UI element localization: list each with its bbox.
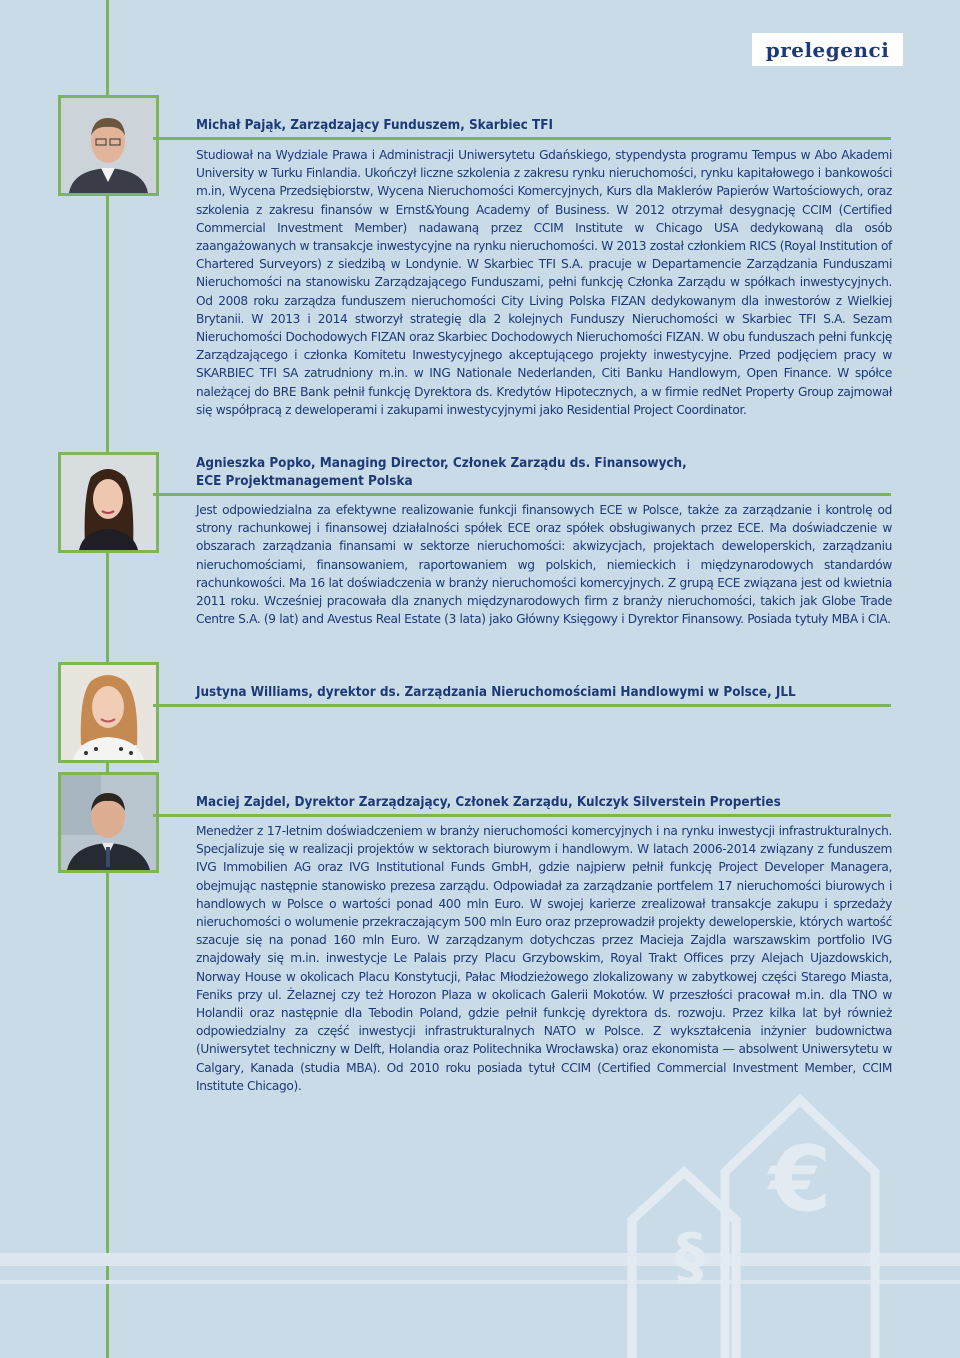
- speaker-name-pajak: Michał Pająk, Zarządzający Funduszem, Skarbiec TFI: [196, 118, 553, 133]
- speaker-name-williams: Justyna Williams, dyrektor ds. Zarządzania Nieruchomościami Handlowymi w Polsce, JLL: [196, 685, 796, 700]
- speaker-photo-popko: [58, 452, 159, 553]
- portrait-man-glasses-icon: [61, 98, 156, 193]
- speaker-bio-zajdel: Menedżer z 17-letnim doświadczeniem w branży nieruchomości komercyjnych i na rynku inwestycji infrastrukturalnych. Specjalizuje się w realizacji projektów w sektorach biurowym i handlowym. W latach 2006-2014 związany z funduszem IVG Immobilien AG oraz IVG Institutional Funds GmbH, gdzie najpierw pełnił funkcję Project Developer Managera, obejmując następnie stanowisko prezesa zarządu. Odpowiadał za zarządzanie portfelem 17 nieruchomości biurowych i handlowych w Polsce o wartości ponad 400 mln Euro. W swojej karierze zrealizował transakcje zakupu i sprzedaży nieruchomości o wolumenie przekraczającym 500 mln Euro oraz przeprowadził projekty deweloperskie, których wartość szacuje się na ponad 160 mln Euro. W zarządzanym dotychczas przez Macieja Zajdla warszawskim portfolio IVG znajdowały się m.in. inwestycje Le Palais przy Placu Grzybowskim, Royal Trakt Offices przy Alejach Ujazdowskich, Norway House w okolicach Placu Konstytucji, Pałac Młodzieżowego zlokalizowany w zabytkowej części Starego Miasta, Feniks przy ul. Żelaznej czy też Horozon Plaza w okolicach Galerii Mokotów. W przeszłości pracował m.in. dla TNO w Holandii oraz następnie dla Tebodin Poland, gdzie pełnił funkcję dyrektora ds. rozwoju. Przez kilka lat był również odpowiedzialny za część inwestycji infrastrukturalnych NATO w Polsce. Z wykształcenia inżynier budownictwa (Uniwersytet techniczny w Delft, Holandia oraz Politechnika Wrocławska) oraz ekonomista — absolwent Uniwersytetu w Calgary, Kanada (studia MBA). Od 2010 roku posiada tytuł CCIM (Certified Commercial Investment Member, CCIM Institute Chicago).: [196, 824, 892, 1093]
- divider-line: [153, 814, 891, 817]
- speaker-name-popko: [196, 455, 886, 491]
- speaker-name-line1: Agnieszka Popko, Managing Director, Członek Zarządu ds. Finansowych,: [196, 456, 687, 471]
- speaker-name-zajdel: Maciej Zajdel, Dyrektor Zarządzający, Członek Zarządu, Kulczyk Silverstein Properties: [196, 795, 781, 810]
- speaker-photo-pajak: [58, 95, 159, 196]
- speaker-photo-williams: [58, 662, 159, 763]
- speaker-bio-popko: Jest odpowiedzialna za efektywne realizowanie funkcji finansowych ECE w Polsce, także za zarządzanie i kontrolę od strony rachunkowej i finansowej działalności spółek ECE oraz spółek obsługiwanych przez ECE. Ma doświadczenie w obszarach zarządzania finansami w sektorze nieruchomości: akwizycjach, projektach deweloperskich, zarządzaniu nieruchomościami, finansowaniem, raportowaniem wg polskich, niemieckich i międzynarodowych standardów rachunkowości. Ma 16 lat doświadczenia w branży nieruchomości komercyjnych. Z grupą ECE związana jest od kwietnia 2011 roku. Wcześniej pracowała dla znanych międzynarodowych firm z branży nieruchomości, takich jak Globe Trade Centre S.A. (9 lat) and Avestus Real Estate (3 lata) jako Główny Księgowy i Dyrektor Finansowy. Posiada tytuły MBA i CIA.: [196, 503, 892, 627]
- portrait-woman-dark-hair-icon: [61, 455, 156, 550]
- divider-line: [153, 137, 891, 140]
- section-badge: prelegenci: [752, 33, 903, 66]
- speaker-name-line2: ECE Projektmanagement Polska: [196, 474, 413, 489]
- divider-line: [153, 493, 891, 496]
- divider-line: [153, 704, 891, 707]
- house-symbols-decoration-icon: [0, 1060, 960, 1358]
- speaker-bio-pajak: Studiował na Wydziale Prawa i Administracji Uniwersytetu Gdańskiego, stypendysta programu Tempus w Abo Akademi University w Turku Finlandia. Ukończył liczne szkolenia z zakresu rynku nieruchomości, rynku kapitałowego i bankowości m.in, Wycena Przedsiębiorstw, Wycena Nieruchomości Komercyjnych, Kurs dla Maklerów Papierów Wartościowych, oraz szkolenia z zakresu finansów w Ernst&Young Academy of Business. W 2012 otrzymał desygnację CCIM (Certified Commercial Investment Member) nadawaną przez CCIM Institute w Chicago USA dedykowaną dla osób zaangażowanych w transakcje inwestycyjne na rynku nieruchomości. W 2013 został członkiem RICS (Royal Institution of Chartered Surveyors) z siedzibą w Londynie. W Skarbiec TFI S.A. pracuje w Departamencie Zarządzania Funduszami Nieruchomości na stanowisku Zarządzającego Funduszami, pełni funkcję Członka Zarządu w spółkach inwestycyjnych. Od 2008 roku zarządza funduszem nieruchomości City Living Polska FIZAN dedykowanym dla inwestorów z Wielkiej Brytanii. W 2013 i 2014 stworzył strategię dla 2 kolejnych Funduszy Nieruchomości w Skarbiec TFI S.A. Sezam Nieruchomości Dochodowych FIZAN oraz Skarbiec Dochodowych Nieruchomości FIZAN. W obu funduszach pełni funkcję Zarządzającego i członka Komitetu Inwestycyjnego akceptującego projekty inwestycyjne. Przed podjęciem pracy w SKARBIEC TFI SA zatrudniony m.in. w ING Nationale Nederlanden, Citi Banku Handlowym, Open Finance. W spółce należącej do BRE Bank pełnił funkcję Dyrektora ds. Kredytów Hipotecznych, a w firmie redNet Property Group zajmował się współpracą z deweloperami i zakupami inwestycyjnymi jako Residential Project Coordinator.: [196, 148, 892, 417]
- euro-symbol: €: [768, 1127, 832, 1232]
- paragraph-symbol: §: [674, 1220, 706, 1293]
- portrait-man-suit-icon: [61, 775, 156, 870]
- portrait-woman-blonde-icon: [61, 665, 156, 760]
- speaker-photo-zajdel: [58, 772, 159, 873]
